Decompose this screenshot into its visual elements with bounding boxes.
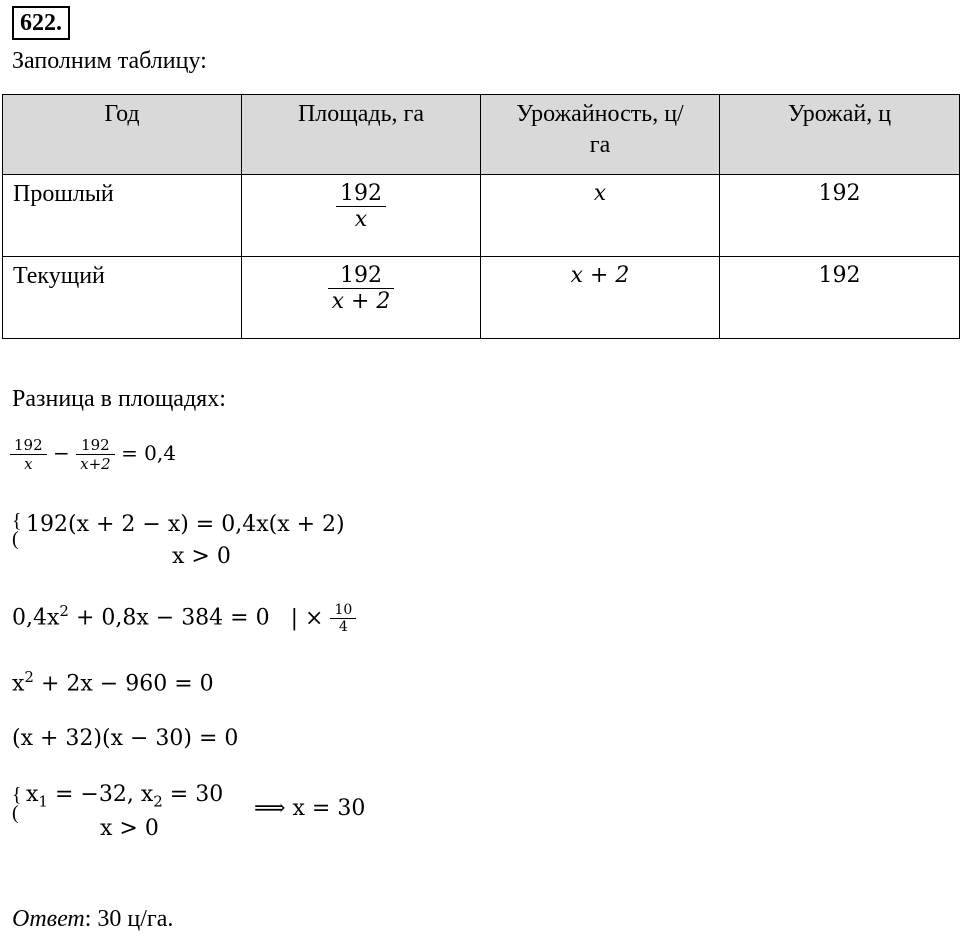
cell-productivity: x + 2 [481, 257, 720, 339]
cell-harvest: 192 [720, 257, 960, 339]
system1-line1: 192(x + 2 − x) = 0,4x(x + 2) [26, 512, 345, 537]
cell-area [242, 175, 481, 257]
equation-2: $0,4x^2 + 0,8x - 384 = 0$ | × $\frac{10}{4}$ [12, 602, 356, 635]
system2-line2: x > 0 [100, 816, 159, 841]
system-brace-2: { ( [12, 784, 22, 824]
cell-year: Текущий [3, 257, 242, 339]
system-brace-1: { ( [12, 510, 22, 550]
header-area: Площадь, га [242, 95, 481, 175]
cell-productivity: x [481, 175, 720, 257]
answer-label: Ответ [12, 906, 85, 932]
system2-result: ⟹ x = 30 [254, 796, 366, 821]
multiplier-fraction: $\frac{10}{4}$ [330, 602, 356, 635]
equation-4: (x + 32)(x − 30) = 0 [12, 726, 239, 751]
intro-text: Заполним таблицу: [12, 48, 207, 74]
difference-label: Разница в площадях: [12, 386, 226, 412]
equation-1: $\frac{192}{x}$ − $\frac{192}{x+2}$ = 0,4 [10, 436, 176, 473]
area-fraction: $\frac{192}{x + 2}$ [328, 263, 395, 314]
fraction-1: $\frac{192}{x}$ [10, 436, 47, 473]
header-harvest: Урожай, ц [720, 95, 960, 175]
table-header-row [3, 95, 960, 175]
system2-line1: $x_1 = -32$, $x_2 = 30$ [26, 782, 224, 811]
table-row [3, 175, 960, 257]
header-productivity: Урожайность, ц/га [481, 95, 720, 175]
equation-3: $x^2 + 2x - 960 = 0$ [12, 668, 214, 697]
problem-number: 622. [12, 6, 70, 40]
answer [12, 906, 173, 933]
header-year: Год [3, 95, 242, 175]
area-fraction: $\frac{192}{x}$ [336, 181, 386, 232]
system1-line2: x > 0 [172, 544, 231, 569]
fraction-2: $\frac{192}{x+2}$ [76, 436, 115, 473]
data-table [2, 94, 960, 339]
cell-area [242, 257, 481, 339]
cell-year: Прошлый [3, 175, 242, 257]
table-row [3, 257, 960, 339]
answer-text: : 30 ц/га. [84, 906, 174, 932]
cell-harvest: 192 [720, 175, 960, 257]
